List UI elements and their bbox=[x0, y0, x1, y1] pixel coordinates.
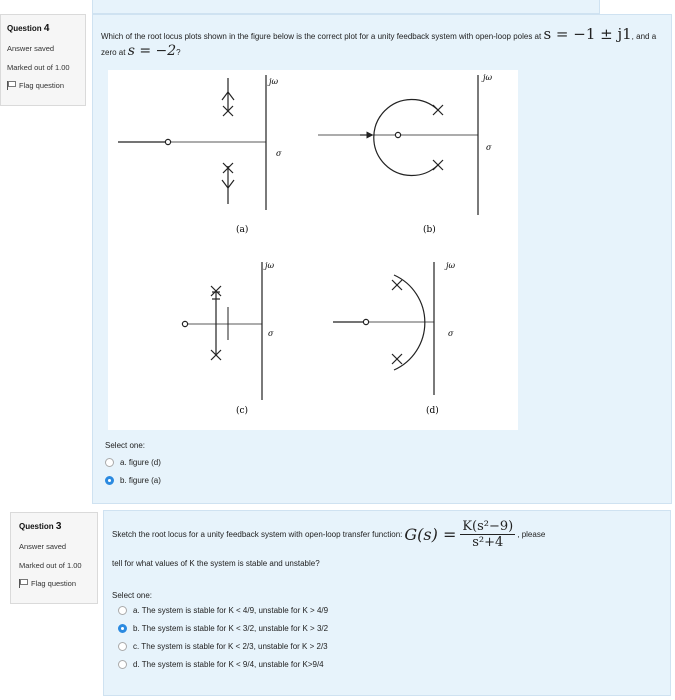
q4-question-text bbox=[101, 27, 666, 60]
plot-a bbox=[118, 75, 266, 210]
plot-c-jw-label: jω bbox=[265, 261, 275, 270]
q4-option-a-radio[interactable] bbox=[105, 458, 114, 467]
plot-d-sigma-label: σ bbox=[448, 329, 454, 338]
q3-option-a-radio[interactable] bbox=[118, 606, 127, 615]
plot-d-arc bbox=[394, 275, 425, 370]
q3-option-a[interactable] bbox=[118, 606, 328, 615]
q3-option-c[interactable] bbox=[118, 642, 328, 651]
plot-c bbox=[182, 262, 262, 400]
flag-icon bbox=[19, 579, 27, 588]
q3-title: Question 3 bbox=[19, 521, 62, 532]
q4-zero-expr: s = −2 bbox=[127, 43, 177, 59]
q3-option-c-label: c. The system is stable for K < 2/3, unstable for K > 2/3 bbox=[133, 642, 328, 651]
plot-c-label: (c) bbox=[236, 406, 249, 416]
plot-b-jw-label: jω bbox=[483, 73, 493, 82]
plot-c-zero bbox=[182, 321, 187, 326]
q4-status: Answer saved bbox=[7, 44, 55, 53]
plot-d-label: (d) bbox=[426, 406, 439, 416]
q3-status: Answer saved bbox=[19, 542, 67, 551]
plot-a-label: (a) bbox=[236, 225, 249, 235]
flag-icon bbox=[7, 81, 15, 90]
plot-c-sigma-label: σ bbox=[268, 329, 274, 338]
q3-question-text bbox=[112, 519, 667, 550]
plot-a-jw-label: jω bbox=[269, 77, 279, 86]
q3-option-d[interactable] bbox=[118, 660, 328, 669]
q3-option-c-radio[interactable] bbox=[118, 642, 127, 651]
q3-flag-label: Flag question bbox=[31, 579, 77, 588]
q3-tf-numerator: K(s²−9) bbox=[462, 519, 514, 534]
q3-option-d-label: d. The system is stable for K < 9/4, unstable for K>9/4 bbox=[133, 660, 324, 669]
plot-b-sigma-label: σ bbox=[486, 143, 492, 152]
q4-poles-expr: s = −1 ± j1 bbox=[543, 25, 632, 43]
q3-select-one: Select one: bbox=[112, 591, 153, 600]
q4-text-before: Which of the root locus plots shown in the figure below is the correct plot for a unity feedback system with open-loop poles at bbox=[101, 32, 544, 41]
q4-marked: Marked out of 1.00 bbox=[7, 63, 70, 72]
q3-option-d-radio[interactable] bbox=[118, 660, 127, 669]
q3-option-b-radio[interactable] bbox=[118, 624, 127, 633]
plot-b-label: (b) bbox=[423, 225, 436, 235]
q3-question-line2: tell for what values of K the system is stable and unstable? bbox=[112, 559, 320, 568]
plot-a-sigma-label: σ bbox=[276, 149, 282, 158]
q3-tf-fraction bbox=[460, 519, 515, 550]
q4-option-a[interactable] bbox=[105, 458, 161, 467]
root-locus-svg bbox=[108, 70, 518, 430]
q4-text-end: ? bbox=[176, 48, 181, 57]
plot-b-arc bbox=[374, 100, 438, 176]
q3-option-a-label: a. The system is stable for K < 4/9, unstable for K > 4/9 bbox=[133, 606, 329, 615]
plot-b bbox=[318, 75, 478, 215]
q3-info-panel bbox=[10, 512, 98, 604]
plot-b-zero bbox=[395, 132, 400, 137]
q3-option-b[interactable] bbox=[118, 624, 328, 633]
q3-tf-lhs: G(s) = bbox=[404, 525, 457, 544]
q4-option-b[interactable] bbox=[105, 476, 161, 485]
q3-flag-question[interactable] bbox=[19, 579, 89, 588]
q4-info-panel bbox=[0, 14, 86, 106]
q4-option-b-radio[interactable] bbox=[105, 476, 114, 485]
q3-text-after: , please bbox=[517, 530, 546, 539]
q4-option-a-label: a. figure (d) bbox=[120, 458, 161, 467]
q3-option-b-label: b. The system is stable for K < 3/2, unstable for K > 3/2 bbox=[133, 624, 329, 633]
plot-d-zero bbox=[363, 319, 368, 324]
q4-flag-question[interactable] bbox=[7, 81, 79, 90]
q3-content-box bbox=[103, 510, 671, 696]
q4-select-one: Select one: bbox=[105, 441, 146, 450]
plot-d bbox=[333, 262, 434, 395]
plot-a-zero bbox=[165, 139, 170, 144]
q4-text-mid: , and a zero at bbox=[101, 32, 657, 57]
q3-marked: Marked out of 1.00 bbox=[19, 561, 82, 570]
root-locus-figure bbox=[108, 70, 518, 430]
q4-option-b-label: b. figure (a) bbox=[120, 476, 161, 485]
previous-question-box-edge bbox=[92, 0, 600, 14]
q3-text-before: Sketch the root locus for a unity feedback system with open-loop transfer function: bbox=[112, 530, 403, 539]
q4-title: Question 4 bbox=[7, 23, 50, 34]
q3-tf-denominator: s²+4 bbox=[472, 535, 504, 550]
q4-flag-label: Flag question bbox=[19, 81, 65, 90]
plot-d-jw-label: jω bbox=[446, 261, 456, 270]
